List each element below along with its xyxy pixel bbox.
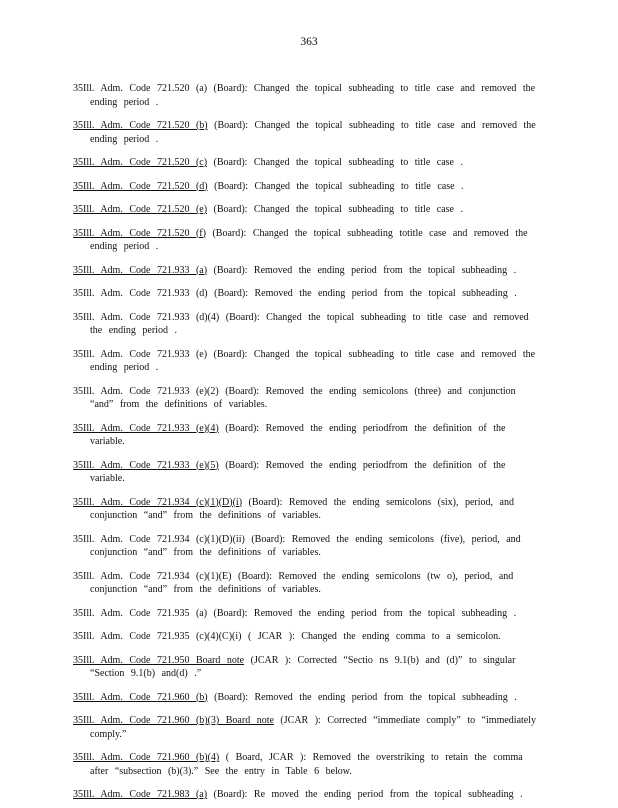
entry-text: (Board): Changed the topical subheading to title case .	[207, 204, 463, 215]
entry-citation: 35Ill. Adm. Code 721.960 (b)(4)	[73, 752, 220, 763]
entry-citation: 35Ill. Adm. Code 721.520 (f)	[73, 227, 206, 239]
entry-citation: 35Ill. Adm. Code 721.983 (a)	[73, 789, 208, 800]
entry-text: (Board): Removed the ending semicolons (five), period, and conjunction “and” from the definitions of variables.	[90, 533, 521, 558]
entry-text: (Board): Changed the topical subheading to title case and removed the ending period .	[90, 83, 536, 108]
entry-list	[73, 72, 543, 808]
list-item	[73, 751, 543, 778]
list-item	[73, 714, 543, 741]
entry-text: (Board): Removed the ending semicolons (six), period, and conjunction “and” from the definitions of variables.	[90, 496, 514, 521]
list-item	[73, 287, 543, 301]
entry-text: (JCAR ): Corrected “immediate comply” to “immediately comply.”	[90, 715, 537, 740]
list-item	[73, 570, 543, 597]
entry-text: (Board): Changed the topical subheading to title case and removed the ending period .	[90, 348, 536, 373]
list-item	[73, 788, 543, 802]
list-item	[73, 496, 543, 523]
entry-text: (Board): Changed the topical subheading to title case .	[207, 180, 464, 192]
entry-text: ( JCAR ): Changed the ending comma to a semicolon.	[241, 631, 501, 642]
entry-citation: 35Ill. Adm. Code 721.520 (c)	[73, 157, 208, 168]
entry-citation: 35Ill. Adm. Code 721.520 (b)	[73, 120, 208, 131]
entry-citation: 35Ill. Adm. Code 721.933 (d)(4)	[73, 311, 220, 323]
entry-text: (Board): Removed the ending period from the topical subheading .	[207, 691, 517, 703]
list-item	[73, 82, 543, 109]
entry-citation: 35Ill. Adm. Code 721.520 (d)	[73, 180, 208, 192]
list-item	[73, 630, 543, 644]
entry-citation: 35Ill. Adm. Code 721.960 (b)	[73, 691, 208, 703]
entry-citation: 35Ill. Adm. Code 721.934 (c)(1)(D)(i)	[73, 496, 243, 508]
list-item	[73, 348, 543, 375]
list-item	[73, 654, 543, 681]
entry-citation: 35Ill. Adm. Code 721.935 (c)(4)(C)(i)	[73, 631, 242, 642]
entry-citation: 35Ill. Adm. Code 721.933 (e)	[73, 348, 208, 360]
entry-text: (Board): Re moved the ending period from the topical subheading .	[207, 789, 523, 800]
entry-text: (Board): Removed the ending periodfrom the definition of the variable.	[90, 459, 506, 484]
entry-text: (Board): Removed the ending period from the topical subheading .	[207, 264, 517, 276]
entry-citation: 35Ill. Adm. Code 721.933 (e)(5)	[73, 459, 219, 471]
entry-text: (Board): Changed the topical subheading to title case and removed the ending period .	[90, 120, 536, 145]
entry-citation: 35Ill. Adm. Code 721.950 Board note	[73, 654, 245, 666]
list-item	[73, 691, 543, 705]
list-item	[73, 533, 543, 560]
list-item	[73, 607, 543, 621]
list-item	[73, 459, 543, 486]
entry-citation: 35Ill. Adm. Code 721.960 (b)(3) Board note	[73, 715, 274, 726]
list-item	[73, 180, 543, 194]
list-item	[73, 203, 543, 217]
entry-citation: 35Ill. Adm. Code 721.934 (c)(1)(E)	[73, 570, 232, 582]
list-item	[73, 264, 543, 278]
page-number: 363	[300, 36, 318, 48]
entry-text: (Board): Changed the topical subheading to title case and removed the ending period .	[90, 311, 529, 336]
list-item	[73, 422, 543, 449]
entry-citation: 35Ill. Adm. Code 721.933 (d)	[73, 288, 208, 299]
list-item	[73, 385, 543, 412]
entry-text: (Board): Changed the topical subheading totitle case and removed the ending period .	[90, 227, 528, 252]
entry-text: ( Board, JCAR ): Removed the overstriking to retain the comma after “subsection (b)(3).” See the entry in Table 6 below.	[90, 752, 523, 777]
entry-text: (Board): Removed the ending periodfrom the definition of the variable.	[90, 422, 506, 447]
list-item	[73, 119, 543, 146]
entry-citation: 35Ill. Adm. Code 721.935 (a)	[73, 607, 208, 619]
entry-text: (Board): Changed the topical subheading to title case .	[207, 157, 463, 168]
list-item	[73, 311, 543, 338]
entry-citation: 35Ill. Adm. Code 721.933 (a)	[73, 264, 208, 276]
list-item	[73, 156, 543, 170]
entry-citation: 35Ill. Adm. Code 721.933 (e)(2)	[73, 385, 219, 397]
entry-citation: 35Ill. Adm. Code 721.520 (e)	[73, 204, 208, 215]
entry-text: (Board): Removed the ending semicolons (tw o), period, and conjunction “and” from the definitions of variables.	[90, 570, 514, 595]
entry-text: (Board): Removed the ending period from the topical subheading .	[207, 607, 517, 619]
entry-text: (Board): Removed the ending period from the topical subheading .	[207, 288, 517, 299]
entry-citation: 35Ill. Adm. Code 721.934 (c)(1)(D)(ii)	[73, 533, 245, 545]
entry-text: (JCAR ): Corrected “Sectio ns 9.1(b) and (d)” to singular “Section 9.1(b) and(d) .”	[90, 654, 516, 679]
entry-citation: 35Ill. Adm. Code 721.933 (e)(4)	[73, 422, 219, 434]
list-item	[73, 227, 543, 254]
entry-citation: 35Ill. Adm. Code 721.520 (a)	[73, 83, 208, 94]
entry-text: (Board): Removed the ending semicolons (three) and conjunction “and” from the definitions of variables.	[90, 385, 516, 410]
